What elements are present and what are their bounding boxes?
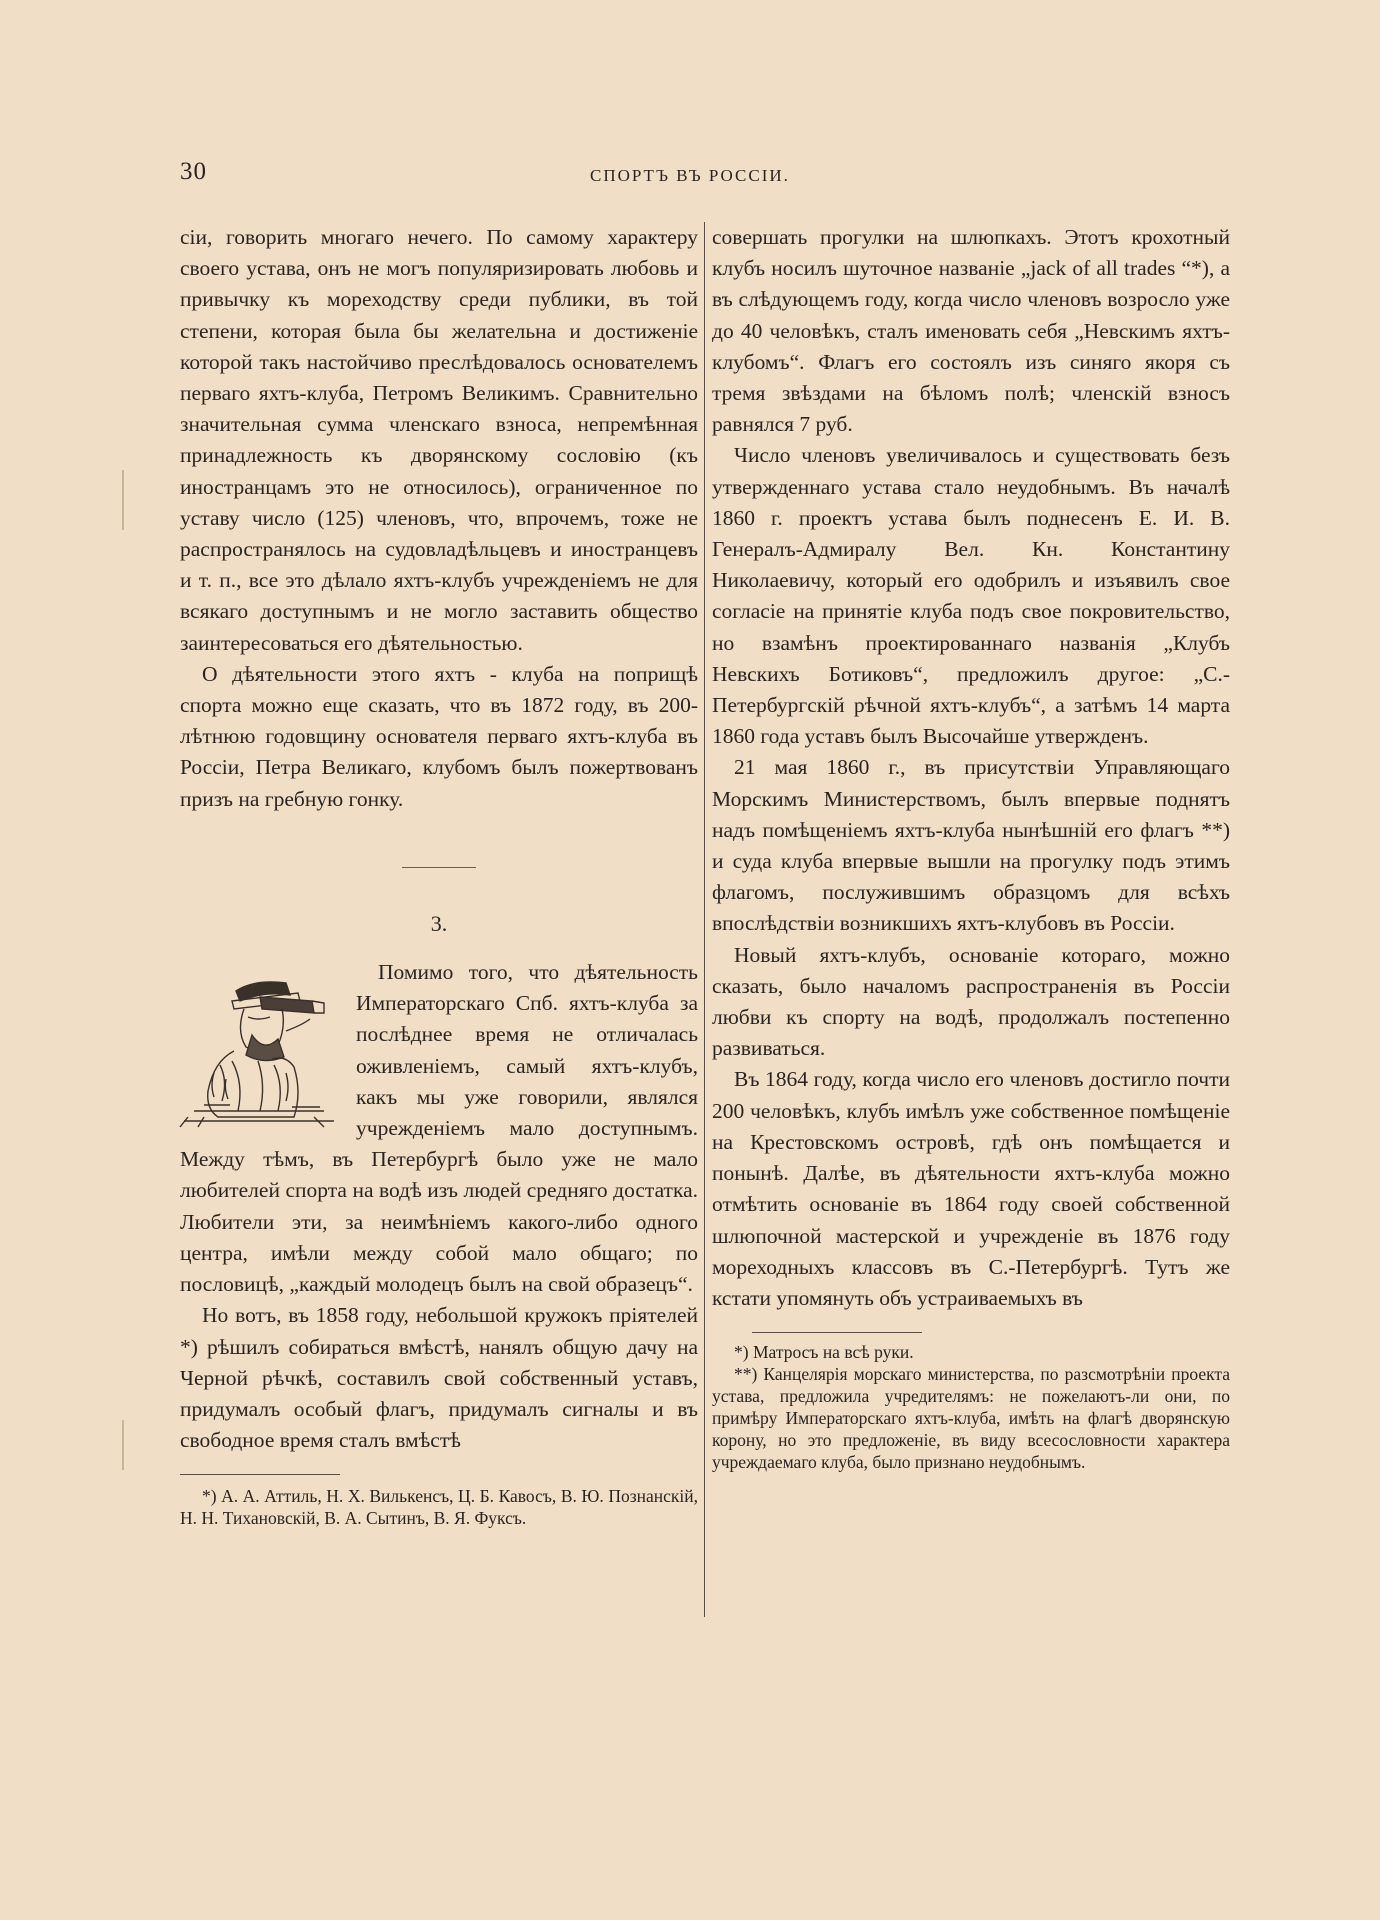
paragraph: Въ 1864 году, когда число его членовъ достигло почти 200 человѣкъ, клубъ имѣлъ уже собственное помѣщеніе на Крестовскомъ островѣ, гдѣ онъ помѣщается и понынѣ. Далѣе, въ дѣятельности яхтъ-клуба можно отмѣтить основаніе въ 1864 году своей собственной шлюпочной мастерской и учрежденіе въ 1876 году мореходныхъ классовъ въ С.-Петербургѣ. Тутъ же кстати упомянуть объ устраиваемыхъ въ [712, 1067, 1230, 1310]
paper-crease [122, 1420, 124, 1470]
footnote-rule [752, 1332, 922, 1333]
sailor-with-telescope-illustration [174, 961, 344, 1129]
footnote: **) Канцелярія морскаго министерства, по разсмотрѣніи проекта устава, предложила учредителямъ: не пожелаютъ-ли они, по примѣру Императорскаго яхтъ-клуба, имѣть на флагѣ дворянскую корону, но это предложеніе, въ виду всесословности характера учреждаемаго клуба, было признано неудобнымъ. [712, 1364, 1230, 1473]
paragraph: совершать прогулки на шлюпкахъ. Этотъ крохотный клубъ носилъ шуточное названіе „jack of all trades “*), а въ слѣдующемъ году, когда число членовъ возросло уже до 40 человѣкъ, сталъ именовать себя „Невскимъ яхтъ-клубомъ“. Флагъ его состоялъ изъ синяго якоря съ тремя звѣздами на бѣломъ полѣ; членскій взносъ равнялся 7 руб. [712, 225, 1230, 437]
paragraph: сіи, говорить многаго нечего. По самому характеру своего устава, онъ не могъ популяризировать любовь и привычку къ мореходству среди публики, въ той степени, которая была бы желательна и достиженіе которой такъ настойчиво преслѣдовалось основателемъ перваго яхтъ-клуба, Петромъ Великимъ. Сравнительно значительная сумма членскаго взноса, непремѣнная принадлежность къ дворянскому сословію (къ иностранцамъ это не относилось), ограниченное по уставу число (125) членовъ, что, впрочемъ, тоже не распространялось на судовладѣльцевъ и иностранцевъ и т. п., все это дѣлало яхтъ-клубъ учрежденіемъ не для всякаго доступнымъ и не могло заставить общество заинтересоваться его дѣятельностью. [180, 225, 698, 655]
paragraph: Но вотъ, въ 1858 году, небольшой кружокъ пріятелей *) рѣшилъ собираться вмѣстѣ, нанялъ общую дачу на Черной рѣчкѣ, составилъ свой собственный уставъ, придумалъ особый флагъ, придумалъ сигналы и въ свободное время сталъ вмѣстѣ [180, 1303, 698, 1453]
section-number: 3. [430, 910, 448, 936]
page-number: 30 [180, 158, 207, 185]
section-divider [402, 867, 476, 868]
left-column [180, 222, 698, 1529]
footnote: *) А. А. Аттиль, Н. Х. Вилькенсъ, Ц. Б. Кавосъ, В. Ю. Познанскій, Н. Н. Тихановскій, В. А. Сытинъ, В. Я. Фуксъ. [180, 1486, 698, 1529]
paper-crease [122, 470, 124, 530]
right-column [712, 222, 1230, 1473]
footnote-rule [180, 1474, 340, 1475]
running-title: СПОРТЪ ВЪ РОССІИ. [590, 166, 790, 185]
footnote: *) Матросъ на всѣ руки. [734, 1342, 914, 1363]
paragraph: Число членовъ увеличивалось и существовать безъ утвержденнаго устава стало неудобнымъ. Въ началѣ 1860 г. проектъ устава былъ поднесенъ Е. И. В. Генералъ-Адмиралу Вел. Кн. Константину Николаевичу, который его одобрилъ и изъявилъ свое согласіе на принятіе клуба подъ свое покровительство, но взамѣнъ проектированнаго названія „Клубъ Невскихъ Ботиковъ“, предложилъ другое: „С.-Петербургскій рѣчной яхтъ-клубъ“, а затѣмъ 14 марта 1860 года уставъ былъ Высочайше утвержденъ. [712, 443, 1230, 749]
paragraph: О дѣятельности этого яхтъ - клуба на поприщѣ спорта можно еще сказать, что въ 1872 году, въ 200-лѣтнюю годовщину основателя перваго яхтъ-клуба въ Россіи, Петра Великаго, клубомъ былъ пожертвованъ призъ на гребную гонку. [180, 661, 698, 811]
column-rule [704, 222, 705, 1617]
paragraph: Помимо того, что дѣятельность Императорскаго Спб. яхтъ-клуба за послѣднее время не отличалась оживленіемъ, самый яхтъ-клубъ, какъ мы уже говорили, являлся учрежденіемъ мало доступнымъ. Между тѣмъ, въ Петербургѣ было уже не мало любителей спорта на водѣ изъ людей средняго достатка. Любители эти, за неимѣніемъ какого-либо одного центра, имѣли между собой мало общаго; по пословицѣ, „каждый молодецъ былъ на свой образецъ“. [180, 960, 698, 1297]
paragraph: Новый яхтъ-клубъ, основаніе котораго, можно сказать, было началомъ распространенія въ Россіи любви къ спорту на водѣ, продолжалъ постепенно развиваться. [712, 942, 1230, 1061]
paragraph: 21 мая 1860 г., въ присутствіи Управляющаго Морскимъ Министерствомъ, былъ впервые поднятъ надъ помѣщеніемъ яхтъ-клуба нынѣшній его флагъ **) и суда клуба впервые вышли на прогулку подъ этимъ флагомъ, послужившимъ образцомъ для всѣхъ впослѣдствіи возникшихъ яхтъ-клубовъ въ Россіи. [712, 755, 1230, 936]
